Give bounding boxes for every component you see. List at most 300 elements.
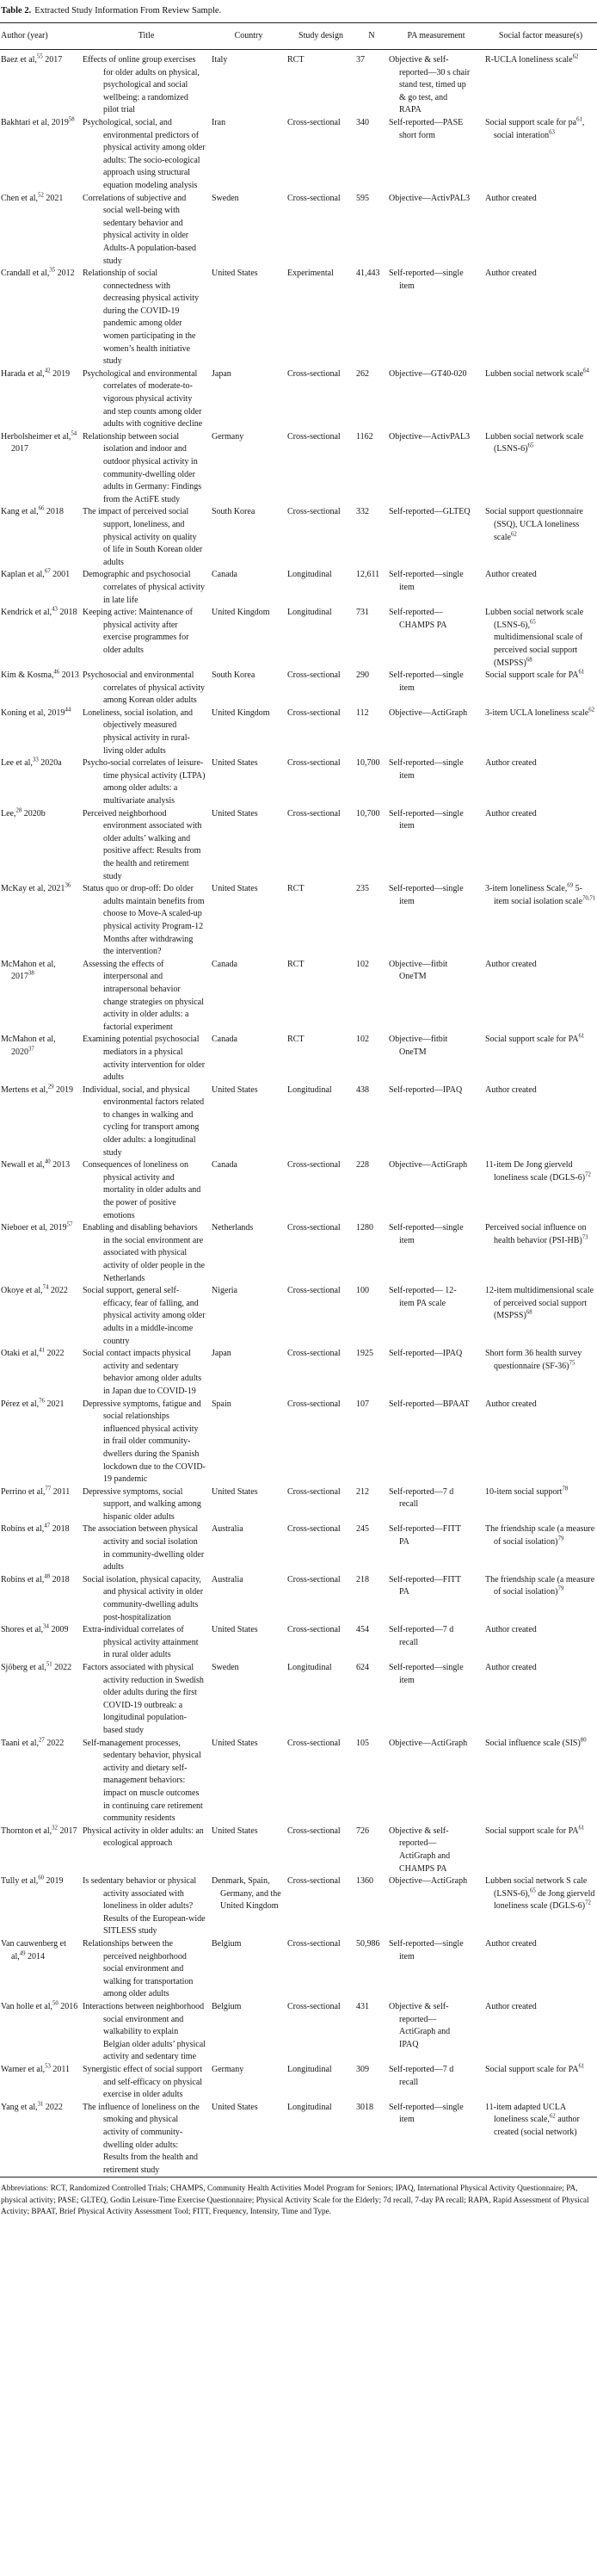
country: United States [212,269,258,279]
country: Belgium [212,2002,242,2012]
pa-measurement: Objective—GT40-020 [389,368,467,379]
study-title: Loneliness, social isolation, and objectively measured physical activity in rural-living older adults [83,707,194,756]
reference-superscript: 58 [68,116,75,123]
reference-superscript: 53 [45,2063,51,2070]
social-factor-measure: Lubben social network scale (LSNS-6)$^{65}$ [485,431,584,454]
author-year: Kendrick et al,$^{43}$ 2018 [1,606,77,618]
table-row [0,959,597,1035]
reference-superscript: 51 [46,1661,52,1668]
sample-size: 10,700 [356,808,380,819]
reference-superscript: 73 [582,1234,588,1241]
study-title: The impact of perceived social support, loneliness, and physical activity on quality of life in South Korean older adults [83,507,203,567]
study-title: Physical activity in older adults: an ecological approach [83,1825,204,1849]
table-row [0,2102,597,2178]
sample-size: 595 [356,193,369,203]
table-row [0,1084,597,1160]
reference-superscript: 50 [52,2000,58,2007]
pa-measurement: Self-reported—BPAAT [389,1399,470,1409]
study-design: Longitudinal [287,570,332,580]
pa-measurement: Self-reported—single item [389,884,464,906]
pa-measurement: Objective—fitbit OneTM [389,959,448,982]
social-factor-measure: Author created [485,959,537,969]
reference-superscript: 74 [42,1284,49,1291]
social-factor-measure: 11-item De Jong gierveld loneliness scale (DGLS-6)$^{72}$ [485,1160,591,1183]
reference-superscript: 31 [37,2101,44,2108]
study-title: Is sedentary behavior or physical activity associated with loneliness in older adults? Results of the European-wide SITLESS study [83,1876,206,1937]
pa-measurement: Self-reported—single item [389,570,464,592]
sample-size: 262 [356,368,369,379]
pa-measurement: Self-reported—7 d recall [389,1625,454,1647]
pa-measurement: Self-reported—single item [389,269,464,291]
country: Belgium [212,1939,242,1949]
study-design: Longitudinal [287,1663,332,1672]
reference-superscript: 67 [44,569,51,576]
table-row [0,883,597,959]
study-design: Cross-sectional [287,193,341,203]
reference-superscript: 57 [66,1221,73,1228]
reference-superscript: 62 [572,53,579,60]
social-factor-measure: The friendship scale (a measure of social isolation)$^{79}$ [485,1574,595,1597]
reference-superscript: 66 [38,506,45,513]
author-year: Taani et al,$^{27}$ 2022 [1,1737,65,1748]
social-factor-measure: Lubben social network S cale (LSNS-6),$^{65}$ de Jong gierveld loneliness scale (DGLS-6)$^{72}$ [485,1876,595,1912]
sample-size: 1280 [356,1223,373,1233]
study-title: Effects of online group exercises for older adults on physical, psychological and social wellbeing: a randomized pilot trial [83,55,200,115]
pa-measurement: Objective—ActivPAL3 [389,431,471,442]
author-year: Okoye et al,$^{74}$ 2022 [1,1284,68,1296]
study-title: Perceived neighborhood environment associated with older adults’ walking and positive affect: Results from the health and retirement study [83,808,202,881]
study-title: Assessing the effects of interpersonal and intrapersonal behavior change strategies on physical activity in older adults: a factorial experiment [83,959,204,1032]
country: South Korea [212,670,255,681]
social-factor-measure: Lubben social network scale (LSNS-6),$^{65}$ multidimensional scale of perceived social support (MSPSS)$^{68}$ [485,608,584,668]
study-title: The association between physical activity and social isolation in community-dwelling older adults [83,1524,205,1572]
study-design: Longitudinal [287,608,332,618]
study-design: Cross-sectional [287,1286,341,1296]
study-design: Cross-sectional [287,1223,341,1233]
study-design: Cross-sectional [287,1876,341,1887]
reference-superscript: 33 [32,757,39,763]
author-year: Thornton et al,$^{32}$ 2017 [1,1825,77,1836]
study-title: The influence of loneliness on the smoking and physical activity of community-dwelling older adults: Results from the health and retirement study [83,2102,200,2175]
table-row [0,569,597,607]
author-year: Yang et al,$^{31}$ 2022 [1,2101,63,2112]
study-design: RCT [287,55,305,65]
country: Canada [212,570,237,580]
column-header-pa-measurement: PA measurement [407,31,465,40]
study-design: Cross-sectional [287,1160,341,1171]
table-row [0,1938,597,2001]
pa-measurement: Self-reported—single item [389,1663,464,1685]
country: Germany [212,2065,244,2074]
column-header-n: N [368,31,375,40]
pa-measurement: Self-reported—7 d recall [389,2065,454,2087]
reference-superscript: 77 [45,1486,52,1492]
social-factor-measure: Author created [485,269,537,279]
reference-superscript: 47 [44,1523,51,1530]
pa-measurement: Self-reported—PASE short form [389,117,464,140]
table-row [0,670,597,707]
study-design: Cross-sectional [287,1574,341,1585]
study-table [0,22,597,2178]
reference-superscript: 61 [576,116,582,123]
author-year: Mertens et al,$^{29}$ 2019 [1,1084,73,1095]
author-year: McMahon et al, 2017$^{38}$ [1,959,56,982]
social-factor-measure: Author created [485,1084,537,1095]
table-row [0,1486,597,1524]
social-factor-measure: Author created [485,2002,537,2012]
table-header [0,23,597,50]
study-title: Consequences of loneliness on physical activity and mortality in older adults and the power of positive emotions [83,1160,201,1220]
author-year: Pérez et al,$^{76}$ 2021 [1,1398,65,1409]
reference-superscript: 62 [549,2114,556,2121]
sample-size: 290 [356,670,369,681]
column-header-study-design: Study design [298,31,343,40]
study-title: Depressive symptoms, social support, and walking among hispanic older adults [83,1486,201,1522]
study-design: Cross-sectional [287,1486,341,1497]
reference-superscript: 79 [557,1535,564,1542]
pa-measurement: Self-reported—GLTEQ [389,507,471,517]
country: Japan [212,1349,231,1359]
country: Sweden [212,1663,239,1672]
country: Netherlands [212,1223,254,1233]
study-design: Cross-sectional [287,808,341,819]
sample-size: 102 [356,959,369,969]
reference-superscript: 62 [588,707,595,713]
country: Iran [212,117,226,127]
country: United States [212,808,258,819]
reference-superscript: 63 [549,129,555,136]
study-design: Longitudinal [287,2065,332,2074]
study-title: Social contact impacts physical activity and sedentary behavior among older adults in Japan due to COVID-19 [83,1349,202,1396]
social-factor-measure: The friendship scale (a measure of social isolation)$^{79}$ [485,1524,595,1547]
country: Denmark, Spain, Germany, and the United Kingdom [212,1876,281,1912]
table-row [0,2001,597,2064]
author-year: Baez et al,$^{55}$ 2017 [1,53,63,65]
study-title: Social support, general self-efficacy, fear of falling, and physical activity among older adults in a middle-income country [83,1286,206,1346]
table-row [0,1574,597,1624]
reference-superscript: 68 [526,657,532,664]
country: United Kingdom [212,608,270,618]
study-design: Cross-sectional [287,431,341,442]
study-design: Experimental [287,269,334,279]
social-factor-measure: 11-item adapted UCLA loneliness scale,$^{62}$ author created (social network) [485,2102,580,2137]
author-year: McKay et al, 2021$^{36}$ [1,882,71,894]
study-title: Social isolation, physical capacity, and physical activity in older community-dwelling adults post-hospitalization [83,1574,204,1622]
author-year: Newall et al,$^{40}$ 2013 [1,1158,71,1171]
study-design: Cross-sectional [287,1399,341,1409]
sample-size: 50,986 [356,1939,380,1949]
country: United States [212,758,258,769]
country: Canada [212,1160,237,1171]
pa-measurement: Self-reported—single item [389,1223,464,1245]
study-title: Factors associated with physical activity reduction in Swedish older adults during the first COVID-19 outbreak: a longitudinal population-based study [83,1663,204,1735]
reference-superscript: 61 [578,1825,585,1832]
pa-measurement: Objective & self-reported—30 s chair stand test, timed up & go test, and RAPA [389,55,471,115]
study-design: Cross-sectional [287,507,341,517]
country: Nigeria [212,1286,237,1296]
social-factor-measure: 12-item multidimensional scale of perceived social support (MSPSS)$^{68}$ [485,1286,594,1321]
pa-measurement: Objective—fitbit OneTM [389,1035,448,1057]
reference-superscript: 44 [65,707,71,713]
study-design: Longitudinal [287,1084,332,1095]
country: United States [212,1738,258,1748]
sample-size: 1925 [356,1349,373,1359]
social-factor-measure: Short form 36 health survey questionnaire $(SF-36)^{75}$ [485,1349,582,1371]
table-row [0,1222,597,1285]
sample-size: 1360 [356,1876,373,1887]
reference-superscript: 36 [65,882,71,889]
study-design: Cross-sectional [287,707,341,718]
social-factor-measure: R-UCLA loneliness scale$^{62}$ [485,53,579,65]
study-title: Enabling and disabling behaviors in the social environment are associated with physical activity of older people in the Netherlands [83,1223,206,1283]
table-row [0,368,597,431]
column-header-title: Title [138,31,155,40]
table-row [0,707,597,757]
sample-size: 731 [356,608,369,618]
pa-measurement: Self-reported— 12-item PA scale [389,1286,457,1308]
reference-superscript: 40 [44,1158,51,1165]
country: United States [212,884,258,894]
study-title: Psychological, social, and environmental predictors of physical activity among older adults: The socio-ecological approach using structural equation modeling analysis [83,117,206,190]
social-factor-measure: Author created [485,193,537,203]
reference-superscript: 61 [578,1033,585,1040]
reference-superscript: 54 [71,430,77,437]
sample-size: 332 [356,507,369,517]
reference-superscript: 28 [15,807,22,814]
sample-size: 454 [356,1625,369,1635]
pa-measurement: Self-reported—IPAQ [389,1349,463,1359]
table-row [0,50,597,117]
reference-superscript: 61 [578,669,585,676]
country: Germany [212,431,244,442]
sample-size: 107 [356,1399,369,1409]
reference-superscript: 69 [567,882,574,889]
social-factor-measure: 3-item UCLA loneliness scale$^{62}$ [485,707,595,718]
social-factor-measure: Perceived social influence on health behavior $(PSI-HB)^{73}$ [485,1223,588,1245]
pa-measurement: Self-reported—single item [389,808,464,831]
social-factor-measure: Author created [485,1663,537,1672]
social-factor-measure: Social support scale for PA$^{61}$ [485,2063,585,2074]
social-factor-measure: Author created [485,570,537,580]
reference-superscript: 68 [526,1310,532,1317]
table-row [0,1738,597,1825]
reference-superscript: 37 [28,1046,34,1053]
sample-size: 235 [356,884,369,894]
author-year: Robins et al,$^{48}$ 2018 [1,1573,70,1585]
study-design: Longitudinal [287,2102,332,2112]
social-factor-measure: 3-item loneliness Scale,$^{69}$ 5-item social isolation scale$^{70,71}$ [485,882,596,906]
column-header-country: Country [234,31,263,40]
reference-superscript: 62 [511,531,517,538]
table-row [0,757,597,807]
country: Sweden [212,193,239,203]
pa-measurement: Objective—ActiGraph [389,1738,468,1748]
country: South Korea [212,507,255,517]
author-year: Otaki et al,$^{41}$ 2022 [1,1347,65,1359]
study-title: Status quo or drop-off: Do older adults maintain benefits from choose to Move-A scaled-up physical activity Program-12 Months after withdrawing the intervention? [83,884,205,957]
table-caption-label: Table 2. [1,6,32,15]
social-factor-measure: Lubben social network scale$^{64}$ [485,368,589,379]
study-design: Cross-sectional [287,1738,341,1748]
reference-superscript: 65 [529,619,536,626]
study-design: Cross-sectional [287,117,341,127]
table-row [0,1285,597,1348]
column-header-social-factor-measure-s: Social factor measure(s) [498,31,583,40]
table-row [0,1624,597,1662]
sample-size: 212 [356,1486,369,1497]
sample-size: 41,443 [356,269,380,279]
sample-size: 102 [356,1035,369,1045]
study-title: Depressive symptoms, fatigue and social relationships influenced physical activity in frail older community-dwellers during the Spanish lockdown due to the COVID-19 pandemic [83,1399,206,1485]
table-row [0,1399,597,1486]
social-factor-measure: Author created [485,1939,537,1949]
reference-superscript: 80 [580,1737,587,1744]
country: United States [212,1625,258,1635]
author-year: Sjöberg et al,$^{51}$ 2022 [1,1661,72,1672]
study-title: Self-management processes, sedentary behavior, physical activity and dietary self-management behaviors: impact on muscle outcomes in continuing care retirement community residents [83,1738,203,1824]
country: Canada [212,959,237,969]
social-factor-measure: 10-item social support$^{78}$ [485,1486,569,1497]
pa-measurement: Self-reported—single item [389,758,464,781]
table-row [0,1159,597,1222]
study-title: Synergistic effect of social support and self-efficacy on physical exercise in older adults [83,2065,203,2100]
study-design: Cross-sectional [287,670,341,681]
study-title: Extra-individual correlates of physical activity attainment in rural older adults [83,1625,199,1660]
author-year: Herbolsheimer et al,$^{54}$ 2017 [1,430,77,454]
sample-size: 726 [356,1825,369,1836]
author-year: Chen et al,$^{52}$ 2021 [1,192,64,203]
author-year: Perrino et al,$^{77}$ 2011 [1,1486,71,1497]
country: Japan [212,368,231,379]
reference-superscript: 79 [557,1586,564,1593]
reference-superscript: 32 [52,1825,58,1832]
sample-size: 340 [356,117,369,127]
pa-measurement: Objective—ActiGraph [389,1876,468,1887]
author-year: Tully et al,$^{60}$ 2019 [1,1875,64,1887]
study-title: Psychological and environmental correlates of moderate-to-vigorous physical activity and step counts among older adults with cognitive decline [83,368,203,429]
column-header-author-year: Author (year) [1,31,48,40]
pa-measurement: Objective—ActivPAL3 [389,193,471,203]
study-title: Correlations of subjective and social well-being with sedentary behavior and physical activity in older Adults-A population-based study [83,193,197,266]
author-year: Harada et al,$^{42}$ 2019 [1,368,71,379]
social-factor-measure: Social influence scale (SIS)$^{80}$ [485,1737,587,1748]
country: United Kingdom [212,707,270,718]
author-year: McMahon et al, 2020$^{37}$ [1,1035,56,1057]
pa-measurement: Objective—ActiGraph [389,707,468,718]
author-year: Crandall et al,$^{35}$ 2012 [1,267,75,279]
pa-measurement: Self-reported—CHAMPS PA [389,608,447,630]
country: Italy [212,55,228,65]
reference-superscript: 43 [52,606,58,613]
table-row [0,808,597,884]
author-year: Robins et al,$^{47}$ 2018 [1,1523,70,1535]
study-title: Demographic and psychosocial correlates of physical activity in late life [83,570,206,605]
author-year: Van cauwenberg et al,$^{49}$ 2014 [1,1939,66,1961]
table-row [0,1662,597,1738]
author-year: Kaplan et al,$^{67}$ 2001 [1,569,71,580]
author-year: Koning et al, 2019$^{44}$ [1,707,71,718]
author-year: Kang et al,$^{66}$ 2018 [1,506,64,517]
study-design: Cross-sectional [287,2002,341,2012]
sample-size: 12,611 [356,570,380,580]
country: United States [212,1825,258,1836]
abbreviations-note: Abbreviations: RCT, Randomized Controlled Trials; CHAMPS, Community Health Activities Model Program for Seniors; IPAQ, International Physical Activity Questionnaire; PA, physical activity; PASE; GLTEQ, Godin Leisure-Time Exercise Questionnaire; Physical Activity Scale for the Elderly; 7d recall, 7-day PA recall; RAPA, Rapid Assessment of Physical Activity; BPAAT, Brief Physical Activity Assessment Tool; FITT, Frequency, Intensity, Time and Type. [1,2184,589,2217]
study-title: Relationships between the perceived neighborhood social environment and walking for transportation among older adults [83,1939,194,1999]
sample-size: 438 [356,1084,369,1095]
country: Australia [212,1524,243,1535]
study-design: Cross-sectional [287,758,341,769]
social-factor-measure: Social support scale for PA$^{61}$ [485,1825,585,1836]
study-design: Cross-sectional [287,368,341,379]
study-design: Cross-sectional [287,1625,341,1635]
sample-size: 245 [356,1524,369,1535]
country: Australia [212,1574,243,1585]
sample-size: 431 [356,2002,369,2012]
table-row [0,268,597,368]
pa-measurement: Self-reported—single item [389,670,464,693]
reference-superscript: 72 [585,1171,591,1178]
social-factor-measure: Author created [485,1399,537,1409]
reference-superscript: 34 [43,1623,49,1630]
country: Canada [212,1035,237,1045]
reference-superscript: 35 [49,267,56,274]
reference-superscript: 27 [39,1737,45,1744]
reference-superscript: 61 [578,2063,585,2070]
study-title: Psychosocial and environmental correlates of physical activity among Korean older adults [83,670,206,706]
social-factor-measure: Social support scale for PA$^{61}$ [485,1033,585,1045]
study-title: Keeping active: Maintenance of physical activity after exercise programmes for older adults [83,608,193,655]
social-factor-measure: Social support scale for $pa^{61}$, social interation$^{63}$ [485,116,585,140]
table-row [0,431,597,507]
reference-superscript: 55 [36,53,43,60]
study-design: Cross-sectional [287,1349,341,1359]
pa-measurement: Self-reported—single item [389,2102,464,2125]
reference-superscript: 49 [19,1950,26,1957]
author-year: Nieboer et al, 2019$^{57}$ [1,1221,73,1233]
social-factor-measure: Author created [485,758,537,769]
sample-size: 112 [356,707,369,718]
sample-size: 624 [356,1663,369,1672]
table-row [0,193,597,269]
sample-size: 10,700 [356,758,380,769]
pa-measurement: Self-reported—7 d recall [389,1486,454,1510]
pa-measurement: Self-reported—FITT PA [389,1524,461,1547]
pa-measurement: Objective & self-reported—ActiGraph and IPAQ [389,2002,451,2049]
study-design: RCT [287,1035,305,1045]
social-factor-measure: Social support questionnaire (SSQ), UCLA loneliness scale$^{62}$ [485,507,583,542]
study-design: RCT [287,959,305,969]
reference-superscript: 64 [583,368,589,374]
reference-superscript: 65 [529,1887,536,1894]
table-caption-text: Extracted Study Information From Review Sample. [34,6,222,15]
study-design: Cross-sectional [287,1524,341,1535]
reference-superscript: 75 [569,1360,575,1367]
table-row [0,1348,597,1398]
reference-superscript: 72 [585,1900,591,1906]
table-body [0,50,597,2178]
country: United States [212,1084,258,1095]
reference-superscript: 60 [38,1875,45,1881]
pa-measurement: Self-reported—FITT PA [389,1574,461,1597]
author-year: Warner et al,$^{53}$ 2011 [1,2063,71,2074]
reference-superscript: 70,71 [582,895,596,902]
table-row [0,117,597,193]
table-row [0,1523,597,1573]
study-title: Relationship between social isolation and indoor and outdoor physical activity in community-dwelling older adults in Germany: Findings from the ActiFE study [83,431,202,504]
country: United States [212,2102,258,2112]
sample-size: 228 [356,1160,369,1171]
social-factor-measure: Author created [485,1625,537,1635]
